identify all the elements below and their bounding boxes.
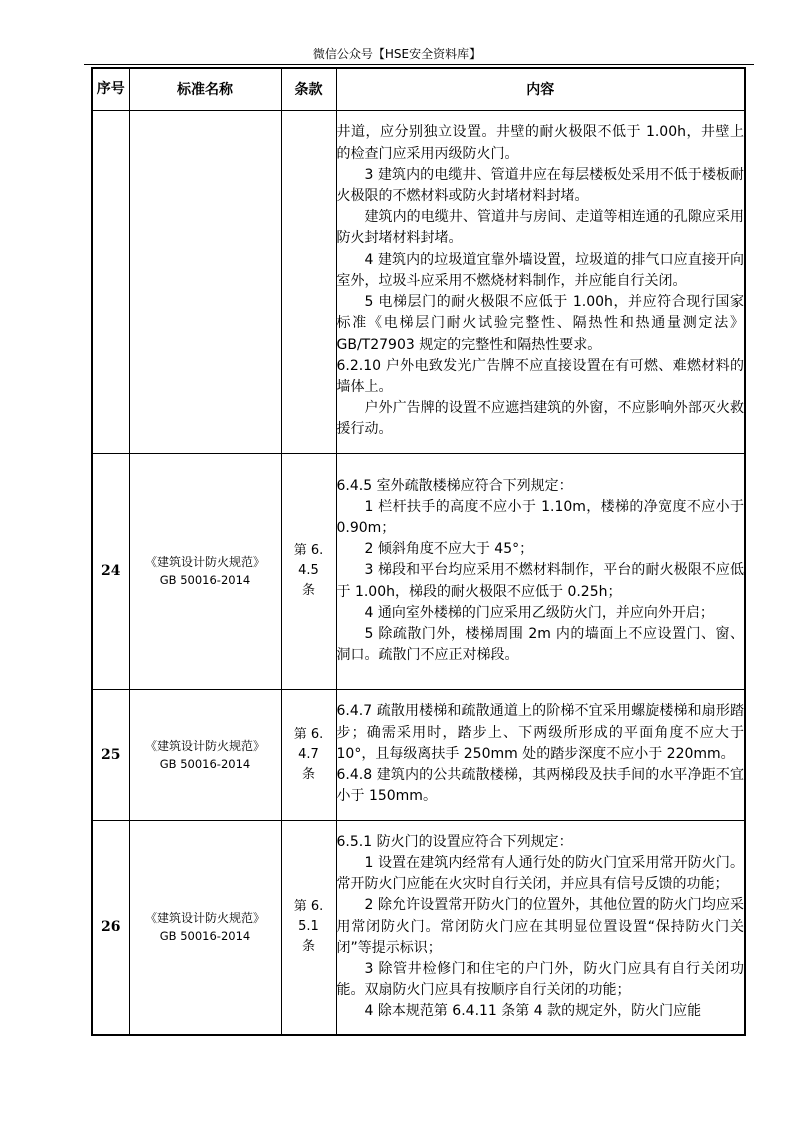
clause-cell bbox=[281, 820, 336, 1035]
standard-title: 《建筑设计防火规范》 bbox=[144, 555, 265, 569]
content-cell bbox=[336, 689, 745, 820]
content-paragraph: 5 电梯层门的耐火极限不应低于 1.00h，并应符合现行国家标准《电梯层门耐火试验完整性、隔热性和热通量测定法》GB/T27903 规定的完整性和隔热性要求。 bbox=[336, 294, 744, 353]
clause-cell bbox=[281, 689, 336, 820]
table-row bbox=[92, 689, 745, 820]
standard-code: GB 50016-2014 bbox=[159, 929, 251, 944]
content-paragraph: 4 通向室外楼梯的门应采用乙级防火门，并应向外开启； bbox=[364, 604, 714, 621]
content-cell bbox=[336, 110, 745, 453]
clause-number: 第 6.5.1 条 bbox=[293, 899, 324, 955]
standard-name-cell bbox=[129, 110, 281, 453]
content-paragraph: 4 除本规范第 6.4.11 条第 4 款的规定外，防火门应能 bbox=[364, 1003, 702, 1020]
header-divider bbox=[84, 64, 754, 65]
standard-title: 《建筑设计防火规范》 bbox=[144, 738, 265, 753]
content-paragraph: 3 建筑内的电缆井、管道井应在每层楼板处采用不低于楼板耐火极限的不燃材料或防火封堵材料封堵。 bbox=[336, 166, 744, 205]
content-paragraph: 5 除疏散门外，楼梯周围 2m 内的墙面上不应设置门、窗、洞口。疏散门不应正对梯段。 bbox=[336, 626, 744, 664]
table-header-row bbox=[92, 68, 745, 110]
content-paragraph: 1 栏杆扶手的高度不应小于 1.10m，楼梯的净宽度不应小于 0.90m； bbox=[336, 498, 744, 536]
content-cell bbox=[336, 820, 745, 1035]
column-header-index: 序号 bbox=[92, 68, 129, 110]
content-paragraph: 1 设置在建筑内经常有人通行处的防火门宜采用常开防火门。常开防火门应能在火灾时自行关闭，并应具有信号反馈的功能； bbox=[336, 855, 744, 893]
column-header-standard: 标准名称 bbox=[129, 68, 281, 110]
row-index bbox=[92, 110, 129, 453]
clause-number: 第 6.4.5 条 bbox=[293, 543, 324, 598]
content-paragraph: 建筑内的电缆井、管道井与房间、走道等相连通的孔隙应采用防火封堵材料封堵。 bbox=[336, 209, 744, 247]
content-paragraph: 6.2.10 户外电致发光广告牌不应直接设置在有可燃、难燃材料的墙体上。 bbox=[336, 357, 744, 395]
content-paragraph: 3 除管井检修门和住宅的户门外，防火门应具有自行关闭功能。双扇防火门应具有按顺序自行关闭的功能； bbox=[336, 961, 744, 999]
standard-title: 《建筑设计防火规范》 bbox=[144, 911, 265, 926]
row-index: 25 bbox=[92, 689, 129, 820]
standard-name-cell bbox=[129, 453, 281, 689]
clause-cell bbox=[281, 110, 336, 453]
clause-cell bbox=[281, 453, 336, 689]
content-paragraph: 6.5.1 防火门的设置应符合下列规定： bbox=[336, 833, 573, 850]
content-paragraph: 井道，应分别独立设置。井壁的耐火极限不低于 1.00h，井壁上的检查门应采用丙级防火门。 bbox=[336, 124, 744, 162]
standard-name-cell bbox=[129, 689, 281, 820]
row-index: 26 bbox=[92, 820, 129, 1035]
column-header-content: 内容 bbox=[336, 68, 745, 110]
content-paragraph: 4 建筑内的垃圾道宜靠外墙设置，垃圾道的排气口应直接开向室外，垃圾斗应采用不燃烧材料制作，并应能自行关闭。 bbox=[336, 251, 744, 289]
content-paragraph: 3 梯段和平台均应采用不燃材料制作，平台的耐火极限不应低于 1.00h，梯段的耐火极限不应低于 0.25h； bbox=[336, 562, 744, 600]
page-header: 微信公众号【HSE安全资料库】 bbox=[312, 47, 482, 61]
standard-code: GB 50016-2014 bbox=[159, 756, 251, 771]
standard-code: GB 50016-2014 bbox=[159, 573, 251, 587]
clause-number: 第 6.4.7 条 bbox=[293, 726, 324, 782]
column-header-clause: 条款 bbox=[281, 68, 336, 110]
content-paragraph: 2 除允许设置常开防火门的位置外，其他位置的防火门均应采用常闭防火门。常闭防火门应在其明显位置设置“保持防火门关闭”等提示标识； bbox=[336, 897, 744, 956]
content-paragraph: 6.4.7 疏散用楼梯和疏散通道上的阶梯不宜采用螺旋楼梯和扇形踏步；确需采用时，踏步上、下两级所形成的平面角度不应大于 10°，且每级离扶手 250mm 处的踏步深度不应小于 220mm。 bbox=[336, 703, 744, 762]
content-paragraph: 6.4.8 建筑内的公共疏散楼梯，其两梯段及扶手间的水平净距不宜小于 150mm。 bbox=[336, 767, 744, 805]
table-row bbox=[92, 453, 745, 689]
content-cell bbox=[336, 453, 745, 689]
row-index: 24 bbox=[92, 453, 129, 689]
content-paragraph: 6.4.5 室外疏散楼梯应符合下列规定： bbox=[336, 477, 573, 494]
standards-table bbox=[91, 67, 746, 1036]
table-row bbox=[92, 820, 745, 1035]
table-row bbox=[92, 110, 745, 453]
content-paragraph: 2 倾斜角度不应大于 45°； bbox=[364, 541, 534, 558]
standard-name-cell bbox=[129, 820, 281, 1035]
content-paragraph: 户外广告牌的设置不应遮挡建筑的外窗，不应影响外部灭火救援行动。 bbox=[336, 400, 744, 438]
